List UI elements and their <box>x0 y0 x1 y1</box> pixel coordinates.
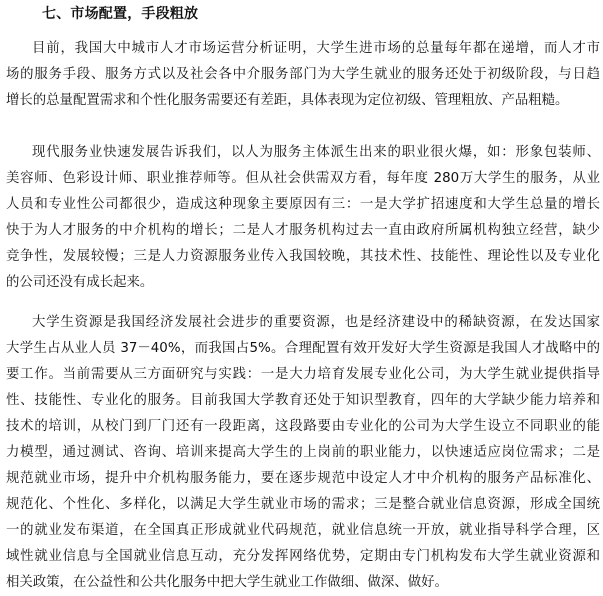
paragraph-service-industry <box>6 140 600 296</box>
paragraph-line: 力模型，通过测试、咨询、培训来提高大学生的上岗前的职业能力，以快速适应岗位需求；二是 <box>6 445 600 460</box>
paragraph-line: 场的服务手段、服务方式以及社会各中介服务部门为大学生就业的服务还处于初级阶段，与日趋 <box>6 67 600 82</box>
paragraph-line: 规范化、个性化、多样化，以满足大学生就业市场的需求；三是整合就业信息资源，形成全国统 <box>6 497 600 512</box>
paragraph-market-analysis <box>6 36 600 114</box>
paragraph-line: 规范就业市场，提升中介机构服务能力，要在逐步规范中设定人才中介机构的服务产品标准化、 <box>6 471 600 486</box>
paragraph-graduate-resources <box>6 310 600 596</box>
paragraph-line: 大学生占从业人员 37－40%，而我国占5%。合理配置有效开发好大学生资源是我国人才战略中的 <box>6 341 600 356</box>
paragraph-line: 性、技能性、专业化的服务。目前我国大学教育还处于知识型教育，四年的大学缺少能力培养和 <box>6 393 600 408</box>
paragraph-line: 域性就业信息与全国就业信息互动，充分发挥网络优势，定期由专门机构发布大学生就业资源和 <box>6 549 600 564</box>
paragraph-line: 一的就业发布渠道，在全国真正形成就业代码规范，就业信息统一开放，就业指导科学合理，区 <box>6 523 600 538</box>
paragraph-line: 要工作。当前需要从三方面研究与实践：一是大力培育发展专业化公司，为大学生就业提供指导 <box>6 367 600 382</box>
paragraph-line: 目前，我国大中城市人才市场运营分析证明，大学生进市场的总量每年都在递增，而人才市 <box>32 41 600 56</box>
paragraph-line: 技术的培训，从校门到厂门还有一段距离，这段路要由专业化的公司为大学生设立不同职业的能 <box>6 419 600 434</box>
paragraph-line: 大学生资源是我国经济发展社会进步的重要资源，也是经济建设中的稀缺资源，在发达国家 <box>32 315 600 330</box>
paragraph-line: 增长的总量配置需求和个性化服务需要还有差距，具体表现为定位初级、管理粗放、产品粗糙。 <box>6 93 569 108</box>
section-heading: 七、市场配置，手段粗放 <box>42 6 199 22</box>
paragraph-line: 现代服务业快速发展告诉我们，以人为服务主体派生出来的职业很火爆，如：形象包装师、 <box>32 145 600 160</box>
paragraph-line: 竞争性，发展较慢；三是人力资源服务业传入我国较晚，其技术性、技能性、理论性以及专业化 <box>6 249 600 264</box>
paragraph-line: 的公司还没有成长起来。 <box>6 275 154 290</box>
paragraph-line: 美容师、色彩设计师、职业推荐师等。但从社会供需双方看，每年度 280万大学生的服务，从业 <box>6 171 600 186</box>
paragraph-line: 相关政策，在公益性和公共化服务中把大学生就业工作做细、做深、做好。 <box>6 575 448 590</box>
paragraph-line: 快于为人才服务的中介机构的增长；二是人才服务机构过去一直由政府所属机构独立经营，缺少 <box>6 223 600 238</box>
paragraph-line: 人员和专业性公司都很少，造成这种现象主要原因有三：一是大学扩招速度和大学生总量的增长 <box>6 197 600 212</box>
